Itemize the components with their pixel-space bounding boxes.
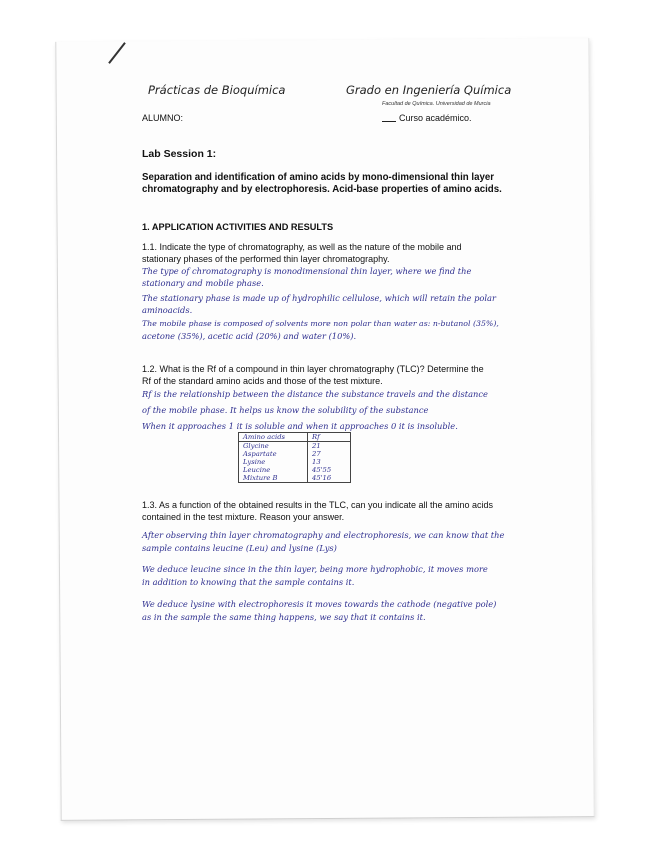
- question-1-1-line-1: 1.1. Indicate the type of chromatography, as well as the nature of the mobile and: [142, 242, 462, 252]
- answer-1-3-line: sample contains leucine (Leu) and lysine (Lys): [142, 543, 337, 553]
- table-cell: 45'55: [308, 466, 351, 474]
- session-label: Lab Session 1:: [142, 148, 217, 160]
- table-cell: 13: [308, 458, 351, 466]
- table-row: [239, 442, 351, 451]
- rf-table: [238, 432, 351, 483]
- table-header-cell: Rf: [308, 433, 351, 442]
- session-title: Separation and identification of amino acids by mono-dimensional thin layer chromatography and by electrophoresis. Acid-base properties of amino acids.: [142, 172, 502, 195]
- table-row: [239, 450, 351, 458]
- header-right-title: Grado en Ingeniería Química: [346, 83, 512, 97]
- question-1-3-line-2: contained in the test mixture. Reason your answer.: [142, 512, 345, 522]
- student-label: ALUMNO:: [142, 113, 184, 123]
- answer-1-1-line: The type of chromatography is monodimensional thin layer, where we find the: [142, 266, 472, 276]
- answer-1-2-line: of the mobile phase. It helps us know the solubility of the substance: [142, 405, 429, 415]
- question-1-3-line-1: 1.3. As a function of the obtained results in the TLC, can you indicate all the amino acids: [142, 500, 494, 510]
- answer-1-2-line: When it approaches 1 it is soluble and when it approaches 0 it is insoluble.: [142, 421, 458, 431]
- question-1-2-line-2: Rf of the standard amino acids and those of the test mixture.: [142, 376, 383, 386]
- table-cell: 21: [308, 442, 351, 451]
- answer-1-3-line: We deduce leucine since in the thin layer, being more hydrophobic, it moves more: [142, 564, 488, 574]
- table-cell: Lysine: [239, 458, 308, 466]
- table-cell: 27: [308, 450, 351, 458]
- question-1-1-line-2: stationary phases of the performed thin layer chromatography.: [142, 254, 390, 264]
- answer-1-1-line: acetone (35%), acetic acid (20%) and water (10%).: [142, 331, 357, 341]
- answer-1-1-line: stationary and mobile phase.: [142, 278, 264, 288]
- answer-1-3-line: We deduce lysine with electrophoresis it moves towards the cathode (negative pole): [142, 599, 497, 609]
- table-cell: Glycine: [239, 442, 308, 451]
- answer-1-2-line: Rf is the relationship between the distance the substance travels and the distance: [142, 389, 488, 399]
- question-1-2-line-1: 1.2. What is the Rf of a compound in thin layer chromatography (TLC)? Determine the: [142, 364, 484, 374]
- answer-1-3-line: as in the sample the same thing happens, we say that it contains it.: [142, 612, 426, 622]
- table-row: [239, 474, 351, 483]
- answer-1-1-line: aminoacids.: [142, 305, 193, 315]
- answer-1-1-line: The mobile phase is composed of solvents more non polar than water as: n-butanol (35%),: [142, 319, 499, 328]
- section-heading: 1. APPLICATION ACTIVITIES AND RESULTS: [142, 222, 334, 232]
- table-row: [239, 458, 351, 466]
- table-cell: Leucine: [239, 466, 308, 474]
- header-left-title: Prácticas de Bioquímica: [148, 83, 286, 97]
- answer-1-1-line: The stationary phase is made up of hydrophilic cellulose, which will retain the polar: [142, 293, 496, 303]
- table-header-row: [239, 433, 351, 442]
- answer-1-3-line: After observing thin layer chromatography and electrophoresis, we can know that the: [142, 530, 505, 540]
- answer-1-3-line: in addition to knowing that the sample contains it.: [142, 577, 355, 587]
- table-row: [239, 466, 351, 474]
- table-cell: Aspartate: [239, 450, 308, 458]
- table-cell: Mixture B: [239, 474, 308, 483]
- course-label: Curso académico.: [399, 113, 472, 123]
- table-cell: 45'16: [308, 474, 351, 483]
- course-blank-line: [382, 121, 396, 122]
- header-subtitle: Facultad de Química. Universidad de Murcia: [382, 101, 491, 107]
- table-header-cell: Amino acids: [239, 433, 308, 442]
